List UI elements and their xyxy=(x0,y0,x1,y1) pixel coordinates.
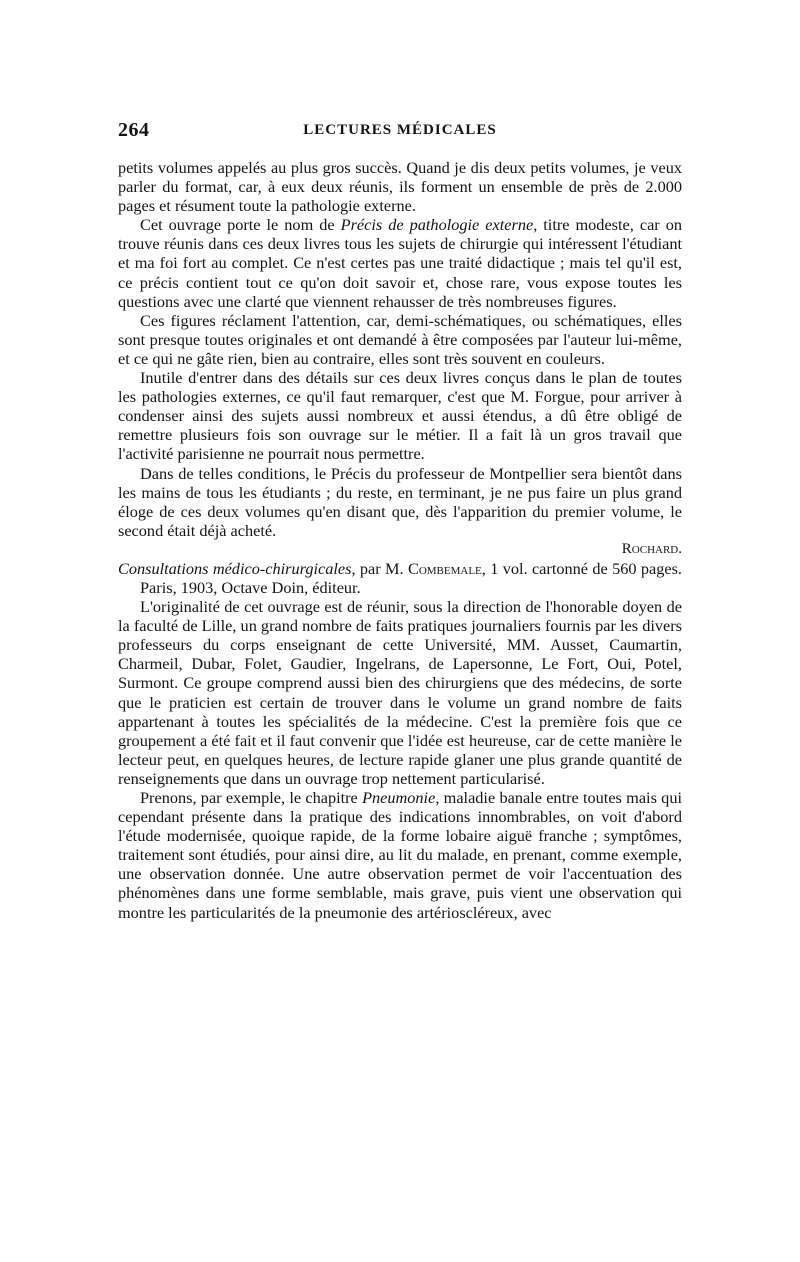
review2-paragraph-2 xyxy=(118,788,682,922)
page-header xyxy=(118,119,682,143)
review2-heading xyxy=(118,559,682,597)
review2-paragraph-1: L'originalité de cet ouvrage est de réunir, sous la direction de l'honorable doyen de la faculté de Lille, un grand nombre de faits pratiques journaliers fournis par les divers professeurs du corps enseignant de cette Université, MM. Ausset, Caumartin, Charmeil, Dubar, Folet, Gaudier, Ingelrans, de Lapersonne, Le Fort, Oui, Potel, Surmont. Ce groupe comprend aussi bien des chirurgiens que des médecins, de sorte que le praticien est certain de trouver dans le volume un grand nombre de faits appartenant à toutes les spécialités de la médecine. C'est la première fois que ce groupement a été fait et il faut convenir que l'idée est heureuse, car de cette manière le lecteur peut, en quelques heures, de lecture rapide glaner une plus grande quantité de renseignements que dans un ouvrage trop nettement particularisé. xyxy=(118,597,682,788)
review1-paragraph-1: petits volumes appelés au plus gros succès. Quand je dis deux petits volumes, je veux parler du format, car, à eux deux réunis, ils forment un ensemble de près de 2.000 pages et résument toute la pathologie externe. xyxy=(118,158,682,216)
review2-book-title: Consultations médico-chirurgicales xyxy=(118,558,352,578)
review1-paragraph-4: Inutile d'entrer dans des détails sur ces deux livres conçus dans le plan de toutes les pathologies externes, ce qu'il faut remarquer, c'est que M. Forgue, pour arriver à condenser ainsi des sujets aussi nombreux et aussi étendus, a dû être obligé de remettre plusieurs fois son ouvrage sur le métier. Il a fait là un gros travail que l'activité parisienne ne pourrait nous permettre. xyxy=(118,368,682,464)
review1-p2-text-a: Cet ouvrage porte le nom de xyxy=(140,215,341,235)
running-head: LECTURES MÉDICALES xyxy=(303,122,497,138)
page-number: 264 xyxy=(118,119,150,141)
chapter-title-pneumonie: Pneumonie xyxy=(362,788,436,807)
review2-author: Combemale xyxy=(407,558,482,578)
review1-paragraph-2 xyxy=(118,215,682,310)
review2-details: , 1 vol. cartonné de 560 pages. Paris, 1903, Octave Doin, éditeur. xyxy=(140,558,682,597)
review1-p2-text-b: , titre modeste, car on trouve réunis dans ces deux livres tous les sujets de chirurgie qui intéressent l'étudiant et ma foi fort au complet. Ce n'est certes pas une traité didactique ; mais tel qu'il est, ce précis contient tout ce qu'on doit savoir et, chose rare, vous expose toutes les questions avec une clarté que viennent rehausser de très nombreuses figures. xyxy=(118,215,683,311)
review2-p2-text-b: , maladie banale entre toutes mais qui cependant présente dans la pratique des indications innombrables, on voit d'abord l'étude modernisée, quoique rapide, de la forme lobaire aiguë franche ; symptômes, traitement sont étudiés, pour ainsi dire, au lit du malade, en prenant, comme exemple, une observation donnée. Une autre observation permet de voir l'accentuation des phénomènes dans une forme semblable, mais grave, puis vient une observation qui montre les particularités de la pneumonie des artérioscléreux, avec xyxy=(118,788,682,922)
review1-signature: Rochard. xyxy=(621,540,682,557)
review2-p2-text-a: Prenons, par exemple, le chapitre xyxy=(140,788,363,807)
page-body xyxy=(118,158,682,922)
book-title-precis: Précis de pathologie externe xyxy=(340,215,534,235)
review1-paragraph-5: Dans de telles conditions, le Précis du professeur de Montpellier sera bientôt dans les mains de tous les étudiants ; du reste, en terminant, je ne pus faire un plus grand éloge de ces deux volumes qu'en disant que, dès l'apparition du premier volume, le second était déjà acheté. xyxy=(118,463,682,540)
review2-by: , par M. xyxy=(351,558,408,578)
review1-paragraph-3: Ces figures réclament l'attention, car, demi-schématiques, ou schématiques, elles sont presque toutes originales et ont demandé à être composées par l'auteur lui-même, et ce qui ne gâte rien, bien au contraire, elles sont très souvent en couleurs. xyxy=(118,310,682,368)
